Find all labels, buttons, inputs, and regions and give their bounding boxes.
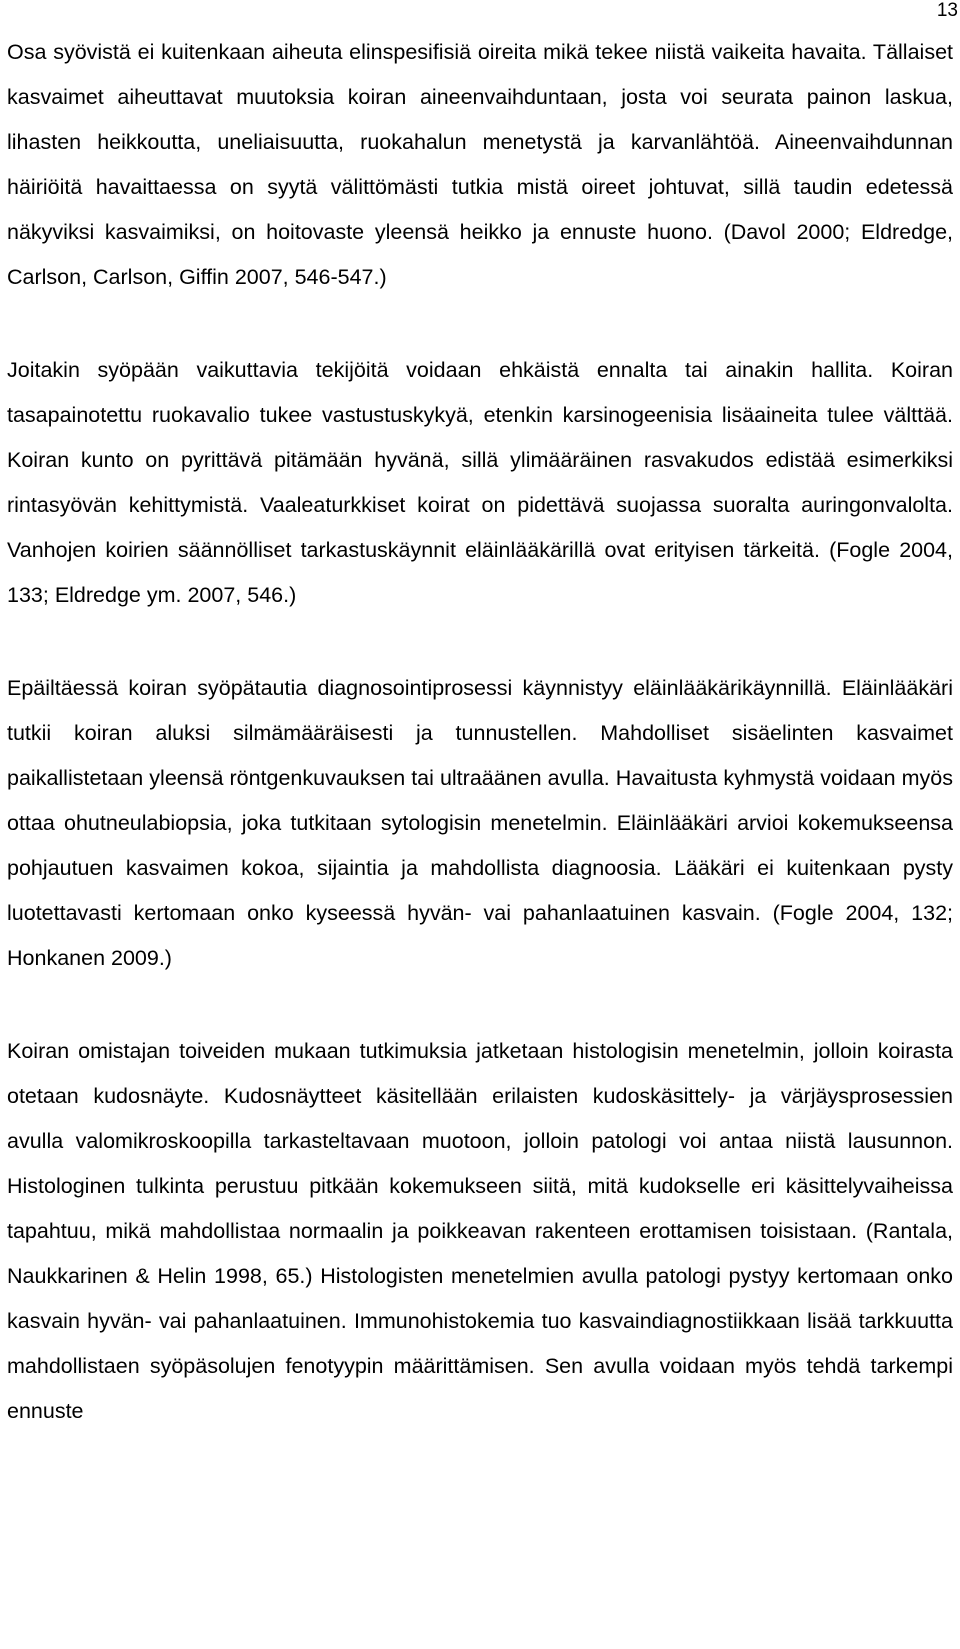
paragraph-histology: Koiran omistajan toiveiden mukaan tutkimuksia jatketaan histologisin menetelmin, jolloin koirasta otetaan kudosnäyte. Kudosnäytteet käsitellään erilaisten kudoskäsittely- ja värjäysprosessien avulla valomikroskoopilla tarkasteltavaan muotoon, jolloin patologi voi antaa niistä lausunnon. Histologinen tulkinta perustuu pitkään kokemukseen siitä, mitä kudokselle eri käsittelyvaiheissa tapahtuu, mikä mahdollistaa normaalin ja poikkeavan rakenteen erottamisen toisistaan. (Rantala, Naukkarinen & Helin 1998, 65.) Histologisten menetelmien avulla patologi pystyy kertomaan onko kasvain hyvän- vai pahanlaatuinen. Immunohistokemia tuo kasvaindiagnostiikkaan lisää tarkkuutta mahdollistaen syöpäsolujen fenotyypin määrittämisen. Sen avulla voidaan myös tehdä tarkempi ennuste xyxy=(7,1039,953,1423)
paragraph-diagnosis: Epäiltäessä koiran syöpätautia diagnosointiprosessi käynnistyy eläinlääkärikäynnillä. Eläinlääkäri tutkii koiran aluksi silmämääräisesti ja tunnustellen. Mahdolliset sisäelinten kasvaimet paikallistetaan yleensä röntgenkuvauksen tai ultraäänen avulla. Havaitusta kyhmystä voidaan myös ottaa ohutneulabiopsia, joka tutkitaan sytologisin menetelmin. Eläinlääkäri arvioi kokemukseensa pohjautuen kasvaimen kokoa, sijaintia ja mahdollista diagnoosia. Lääkäri ei kuitenkaan pysty luotettavasti kertomaan onko kyseessä hyvän- vai pahanlaatuinen kasvain. (Fogle 2004, 132; Honkanen 2009.) xyxy=(7,676,953,970)
paragraph-tumor-symptoms: Osa syövistä ei kuitenkaan aiheuta elinspesifisiä oireita mikä tekee niistä vaikeita havaita. Tällaiset kasvaimet aiheuttavat muutoksia koiran aineenvaihduntaan, josta voi seurata painon laskua, lihasten heikkoutta, uneliaisuutta, ruokahalun menetystä ja karvanlähtöä. Aineenvaihdunnan häiriöitä havaittaessa on syytä välittömästi tutkia mistä oireet johtuvat, sillä taudin edetessä näkyviksi kasvaimiksi, on hoitovaste yleensä heikko ja ennuste huono. (Davol 2000; Eldredge, Carlson, Carlson, Giffin 2007, 546-547.) xyxy=(7,40,953,289)
page-number: 13 xyxy=(936,0,958,21)
page-content xyxy=(7,30,953,1434)
paragraph-prevention: Joitakin syöpään vaikuttavia tekijöitä voidaan ehkäistä ennalta tai ainakin hallita. Koiran tasapainotettu ruokavalio tukee vastustuskykyä, etenkin karsinogeenisia lisäaineita tulee välttää. Koiran kunto on pyrittävä pitämään hyvänä, sillä ylimääräinen rasvakudos edistää esimerkiksi rintasyövän kehittymistä. Vaaleaturkkiset koirat on pidettävä suojassa suoralta auringonvalolta. Vanhojen koirien säännölliset tarkastuskäynnit eläinlääkärillä ovat erityisen tärkeitä. (Fogle 2004, 133; Eldredge ym. 2007, 546.) xyxy=(7,358,953,607)
